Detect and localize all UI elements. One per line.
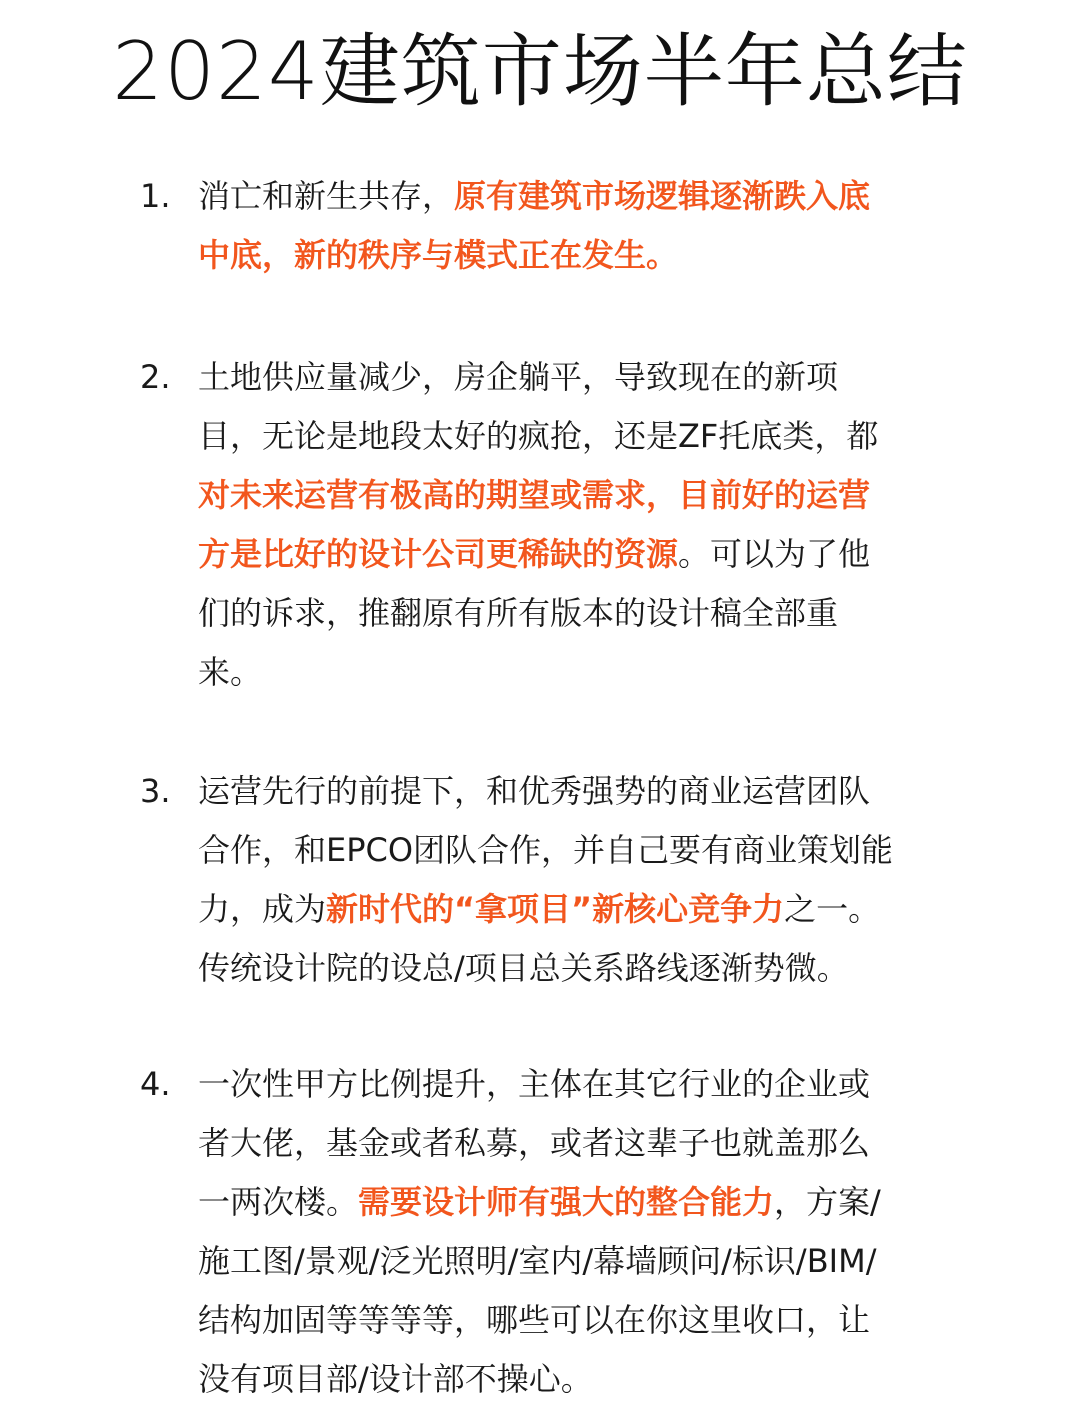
- item-text: [198, 348, 928, 702]
- body-text: ，方案/: [774, 1183, 881, 1221]
- text-line: [198, 1114, 928, 1173]
- body-text: 者大佬，基金或者私募，或者这辈子也就盖那么: [198, 1124, 871, 1162]
- body-text: 目，无论是地段太好的疯抢，还是ZF托底类，都: [198, 417, 879, 455]
- body-text: 施工图/景观/泛光照明/室内/幕墙顾问/标识/BIM/: [198, 1242, 877, 1280]
- text-line: [198, 466, 928, 525]
- text-line: [198, 1055, 928, 1114]
- highlight-text: 新时代的“拿项目”新核心竞争力: [326, 890, 785, 928]
- body-text: 没有项目部/设计部不操心。: [198, 1360, 593, 1398]
- text-line: [198, 226, 928, 285]
- text-line: [198, 1173, 928, 1232]
- item-text: [198, 1055, 928, 1409]
- body-text: 一两次楼。: [198, 1183, 359, 1221]
- item-number: 4.: [140, 1065, 171, 1103]
- item-number: 1.: [140, 177, 171, 215]
- body-text: 合作，和EPCO团队合作，并自己要有商业策划能: [198, 831, 894, 869]
- text-line: [198, 167, 928, 226]
- item-text: [198, 167, 928, 285]
- item-number: 3.: [140, 772, 171, 810]
- body-text: 传统设计院的设总/项目总关系路线逐渐势微。: [198, 949, 849, 987]
- body-text: 来。: [198, 653, 263, 691]
- highlight-text: 需要设计师有强大的整合能力: [358, 1183, 775, 1221]
- text-line: [198, 939, 928, 998]
- highlight-text: 原有建筑市场逻辑逐渐跌入底: [454, 177, 871, 215]
- body-text: 消亡和新生共存，: [198, 177, 455, 215]
- item-number: 2.: [140, 358, 171, 396]
- body-text: 一次性甲方比例提升，主体在其它行业的企业或: [198, 1065, 871, 1103]
- text-line: [198, 584, 928, 643]
- text-line: [198, 643, 928, 702]
- body-text: 力，成为: [198, 890, 327, 928]
- highlight-text: 对未来运营有极高的期望或需求，目前好的运营: [198, 476, 871, 514]
- item-text: [198, 762, 928, 998]
- text-line: [198, 348, 928, 407]
- body-text: 结构加固等等等等，哪些可以在你这里收口，让: [198, 1301, 871, 1339]
- body-text: 运营先行的前提下，和优秀强势的商业运营团队: [198, 772, 871, 810]
- text-line: [198, 525, 928, 584]
- body-text: 之一。: [784, 890, 881, 928]
- text-line: [198, 821, 928, 880]
- body-text: 土地供应量减少，房企躺平，导致现在的新项: [198, 358, 839, 396]
- body-text: 。可以为了他: [678, 535, 871, 573]
- highlight-text: 中底，新的秩序与模式正在发生。: [198, 236, 679, 274]
- body-text: 们的诉求，推翻原有所有版本的设计稿全部重: [198, 594, 839, 632]
- text-line: [198, 1350, 928, 1409]
- page-title: 2024建筑市场半年总结: [112, 25, 968, 118]
- text-line: [198, 1232, 928, 1291]
- text-line: [198, 880, 928, 939]
- text-line: [198, 407, 928, 466]
- highlight-text: 方是比好的设计公司更稀缺的资源: [198, 535, 679, 573]
- text-line: [198, 1291, 928, 1350]
- text-line: [198, 762, 928, 821]
